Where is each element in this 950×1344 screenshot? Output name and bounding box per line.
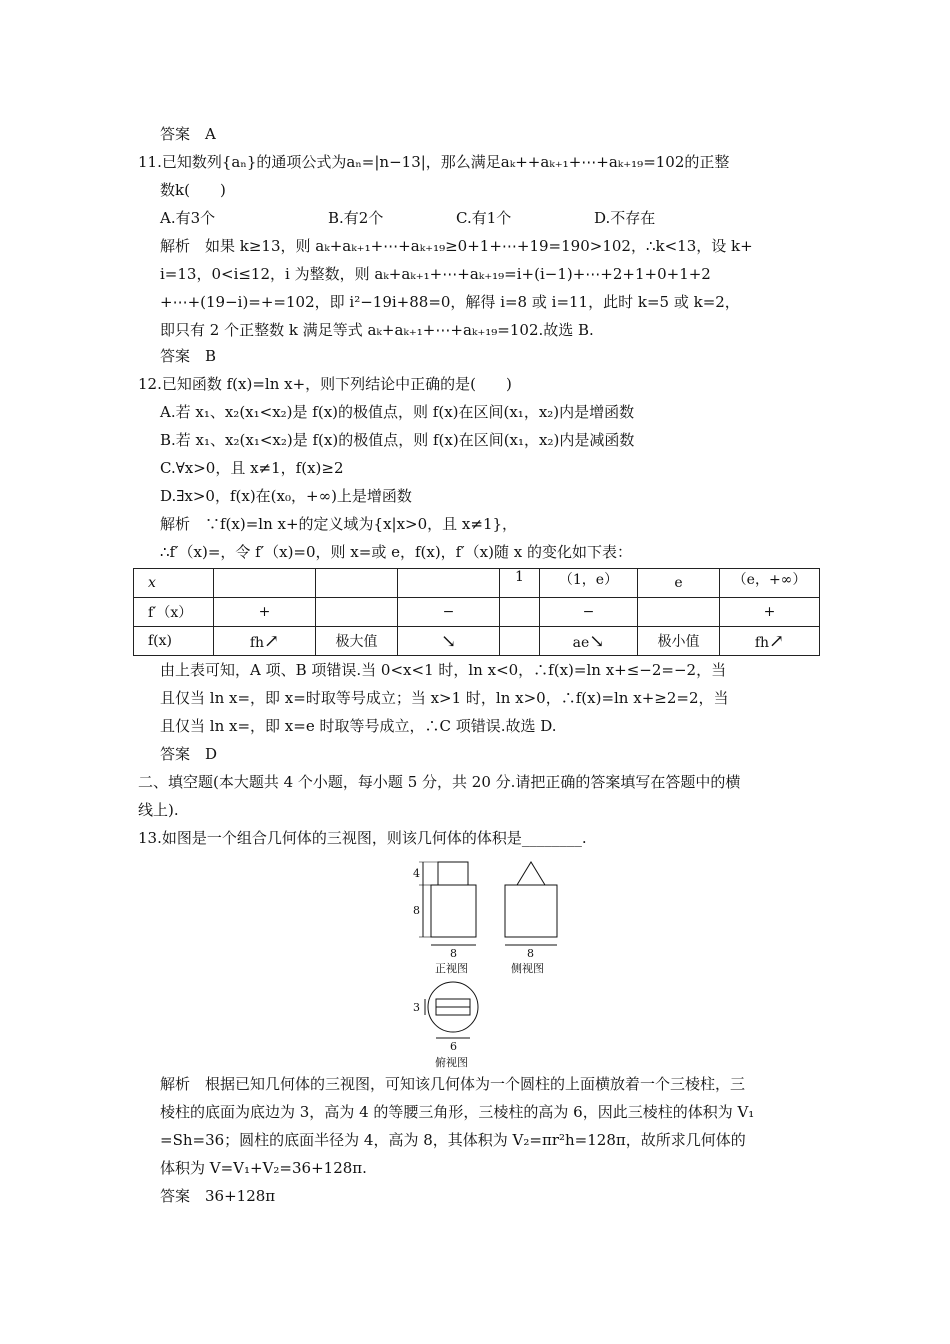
q12-solution-3: 由上表可知，A 项、B 项错误.当 0<x<1 时，ln x<0，∴f(x)=ln x+≤−2=−2，当	[160, 661, 727, 679]
table-cell	[214, 569, 316, 598]
table-row-x	[134, 569, 820, 598]
table-cell: 极小值	[638, 627, 720, 656]
q13-solution-1: 解析 根据已知几何体的三视图，可知该几何体为一个圆柱的上面横放着一个三棱柱，三	[160, 1075, 746, 1093]
side-view-label: 侧视图	[511, 962, 544, 975]
answer-10: 答案 A	[160, 125, 216, 143]
decreasing-arrow-icon: ↘	[440, 630, 457, 652]
table-cell	[540, 627, 638, 656]
dim-6-label: 6	[450, 1040, 457, 1053]
table-row-function	[134, 627, 820, 656]
table-cell-text: fh	[249, 634, 265, 651]
q12-option-d: D.∃x>0，f(x)在(x₀，+∞)上是增函数	[160, 487, 412, 505]
q11-stem: 11.已知数列{aₙ}的通项公式为aₙ=|n−13|，那么满足aₖ++aₖ₊₁+⋯+aₖ₊₁₉=102的正整	[138, 153, 730, 171]
table-cell: f(x)	[134, 627, 214, 656]
q12-solution-5: 且仅当 ln x=，即 x=e 时取等号成立，∴C 项错误.故选 D.	[160, 717, 557, 735]
table-cell: +	[214, 598, 316, 627]
table-cell	[720, 627, 820, 656]
table-cell: −	[540, 598, 638, 627]
q11-solution-1: 解析 如果 k≥13，则 aₖ+aₖ₊₁+⋯+aₖ₊₁₉≥0+1+⋯+19=190>102，∴k<13，设 k+	[160, 237, 753, 255]
q12-stem: 12.已知函数 f(x)=ln x+，则下列结论中正确的是( )	[138, 375, 512, 393]
table-cell	[398, 627, 500, 656]
dim-4-label: 4	[413, 867, 420, 880]
dim-8-side-label: 8	[527, 947, 534, 960]
table-cell: （e，+∞）	[720, 569, 820, 598]
front-view-top-rect	[438, 862, 468, 885]
table-cell	[214, 627, 316, 656]
table-cell	[500, 627, 540, 656]
answer-12: 答案 D	[160, 745, 218, 763]
front-view-label: 正视图	[435, 962, 468, 975]
table-cell-text: ae	[572, 634, 590, 651]
side-view-triangle	[517, 862, 545, 885]
q11-solution-2: i=13，0<i≤12，i 为整数，则 aₖ+aₖ₊₁+⋯+aₖ₊₁₉=i+(i−1)+⋯+2+1+0+1+2	[160, 265, 711, 283]
q12-option-a: A.若 x₁、x₂(x₁<x₂)是 f(x)的极值点，则 f(x)在区间(x₁，x₂)内是增函数	[160, 403, 635, 421]
q13-stem: 13.如图是一个组合几何体的三视图，则该几何体的体积是________.	[138, 829, 587, 847]
table-row-derivative	[134, 598, 820, 627]
table-cell-text: fh	[754, 634, 770, 651]
variation-table	[133, 568, 820, 656]
side-view-rect	[505, 885, 557, 937]
increasing-arrow-icon: ↗	[769, 630, 785, 652]
q12-solution-2: ∴f′（x)=，令 f′（x)=0，则 x=或 e，f(x)，f′（x)随 x 的变化如下表：	[160, 543, 632, 561]
dim-8-height-label: 8	[413, 904, 420, 917]
q12-solution-4: 且仅当 ln x=，即 x=时取等号成立；当 x>1 时，ln x>0，∴f(x)=ln x+≥2=2，当	[160, 689, 729, 707]
top-view-label: 俯视图	[435, 1056, 468, 1069]
table-cell: e	[638, 569, 720, 598]
q11-solution-3: +⋯+(19−i)=+=102，即 i²−19i+88=0，解得 i=8 或 i=11，此时 k=5 或 k=2，	[160, 293, 740, 311]
table-cell: 极大值	[316, 627, 398, 656]
table-cell: 1	[500, 569, 540, 598]
decreasing-arrow-icon: ↘	[589, 630, 605, 652]
q11-stem-cont: 数k( )	[160, 181, 226, 199]
q12-option-c: C.∀x>0，且 x≠1，f(x)≥2	[160, 459, 344, 477]
front-view-cylinder-rect	[431, 885, 476, 937]
q13-solution-4: 体积为 V=V₁+V₂=36+128π.	[160, 1159, 367, 1177]
q12-option-b: B.若 x₁、x₂(x₁<x₂)是 f(x)的极值点，则 f(x)在区间(x₁，x₂)内是减函数	[160, 431, 635, 449]
table-cell: −	[398, 598, 500, 627]
q11-option-c: C.有1个	[456, 209, 512, 227]
table-cell: （1，e）	[540, 569, 638, 598]
table-cell	[398, 569, 500, 598]
three-view-figure	[405, 852, 565, 1070]
dim-8-front-label: 8	[450, 947, 457, 960]
q11-option-b: B.有2个	[328, 209, 384, 227]
q13-solution-3: =Sh=36；圆柱的底面半径为 4，高为 8，其体积为 V₂=πr²h=128π，故所求几何体的	[160, 1131, 746, 1149]
q12-solution-1: 解析 ∵f(x)=ln x+的定义域为{x|x>0，且 x≠1}，	[160, 515, 518, 533]
q11-option-a: A.有3个	[160, 209, 216, 227]
q13-solution-2: 棱柱的底面为底边为 3，高为 4 的等腰三角形，三棱柱的高为 6，因此三棱柱的体积为 V₁	[160, 1103, 755, 1121]
answer-13: 答案 36+128π	[160, 1187, 276, 1205]
table-cell	[316, 598, 398, 627]
section-fill-in-heading: 二、填空题(本大题共 4 个小题，每小题 5 分，共 20 分.请把正确的答案填写在答题中的横	[138, 773, 741, 791]
table-cell	[500, 598, 540, 627]
section-fill-in-heading-cont: 线上).	[138, 801, 179, 819]
q11-solution-4: 即只有 2 个正整数 k 满足等式 aₖ+aₖ₊₁+⋯+aₖ₊₁₉=102.故选 B.	[160, 321, 594, 339]
dim-3-label: 3	[413, 1001, 420, 1014]
table-cell: +	[720, 598, 820, 627]
table-cell	[316, 569, 398, 598]
increasing-arrow-icon: ↗	[264, 630, 280, 652]
table-cell	[638, 598, 720, 627]
q11-option-d: D.不存在	[594, 209, 656, 227]
answer-11: 答案 B	[160, 347, 217, 365]
table-cell: f′（x）	[134, 598, 214, 627]
table-cell: x	[134, 569, 214, 598]
